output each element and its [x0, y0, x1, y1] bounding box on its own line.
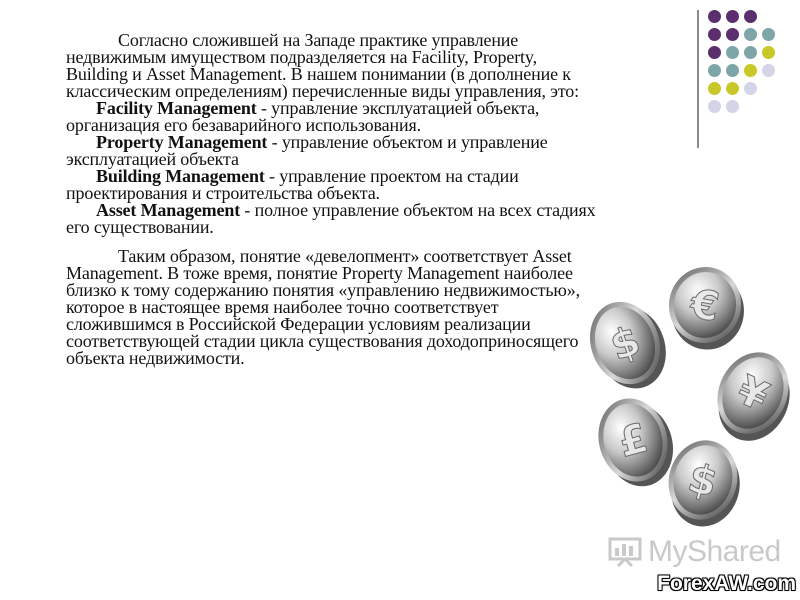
decorative-dot [726, 10, 739, 23]
decorative-dot [726, 100, 739, 113]
decorative-dot [726, 64, 739, 77]
decorative-dot [708, 82, 721, 95]
definition-asset [66, 202, 596, 236]
forexaw-watermark: ForexAW.com [657, 572, 796, 595]
coin-symbol: € [687, 280, 723, 332]
decorative-dot [744, 64, 757, 77]
decorative-dot [708, 28, 721, 41]
definition-desc: - управление объектом и управление эксплуатацией объекта [66, 132, 548, 169]
coin [589, 390, 682, 496]
coin-symbol: £ [613, 415, 653, 467]
coin-symbol: ¥ [730, 367, 775, 421]
decorative-dot [708, 10, 721, 23]
definition-term: Property Management [96, 132, 268, 152]
vertical-divider [697, 10, 699, 148]
definition-desc: - управление эксплуатацией объекта, организация его безаварийного использования. [66, 98, 540, 135]
coin-symbol: $ [683, 455, 723, 507]
slide-body [66, 32, 596, 367]
definition-facility [66, 100, 596, 134]
presentation-icon [608, 537, 642, 567]
decorative-dot [762, 64, 775, 77]
decorative-dot [744, 28, 757, 41]
decorative-dot [744, 82, 757, 95]
coin [702, 341, 800, 453]
intro-paragraph: Согласно сложившей на Западе практике управление недвижимым имуществом подразделяется на Facility, Property, Building и Asset Management. В нашем понимании (в дополнение к классическим определениям) перечисленные виды управления, это: [66, 30, 580, 101]
myshared-watermark [608, 535, 781, 569]
decorative-dot [744, 46, 757, 59]
decorative-dot [708, 64, 721, 77]
coin [585, 291, 677, 400]
myshared-text: MyShared [648, 535, 781, 568]
definition-term: Facility Management [96, 98, 257, 118]
definition-building [66, 168, 596, 202]
currency-coins-image [585, 265, 800, 535]
decorative-dot [762, 46, 775, 59]
decorative-dot [708, 100, 721, 113]
coin-symbol: $ [604, 317, 647, 371]
decorative-dot [762, 28, 775, 41]
decorative-dot [708, 46, 721, 59]
definition-property [66, 134, 596, 168]
decorative-dot [726, 46, 739, 59]
definition-desc: - полное управление объектом на всех стадиях его существовании. [66, 200, 596, 237]
definition-desc: - управление проектом на стадии проектирования и строительства объекта. [66, 166, 519, 203]
conclusion-paragraph: Таким образом, понятие «девелопмент» соответствует Asset Management. В тоже время, понятие Property Management наиболее близко к тому содержанию понятия «управлению недвижимостью», которое в настоящее время наиболее точно соответствует сложившимся в Российской Федерации условиям реализации соответствующей стадии цикла существования доходоприносящего объекта недвижимости. [66, 246, 580, 368]
decorative-dot [744, 10, 757, 23]
definition-term: Building Management [96, 166, 265, 186]
decorative-dot [726, 28, 739, 41]
definition-term: Asset Management [96, 200, 241, 220]
decorative-dot-grid [708, 10, 800, 130]
decorative-dot [726, 82, 739, 95]
coin [662, 265, 751, 355]
